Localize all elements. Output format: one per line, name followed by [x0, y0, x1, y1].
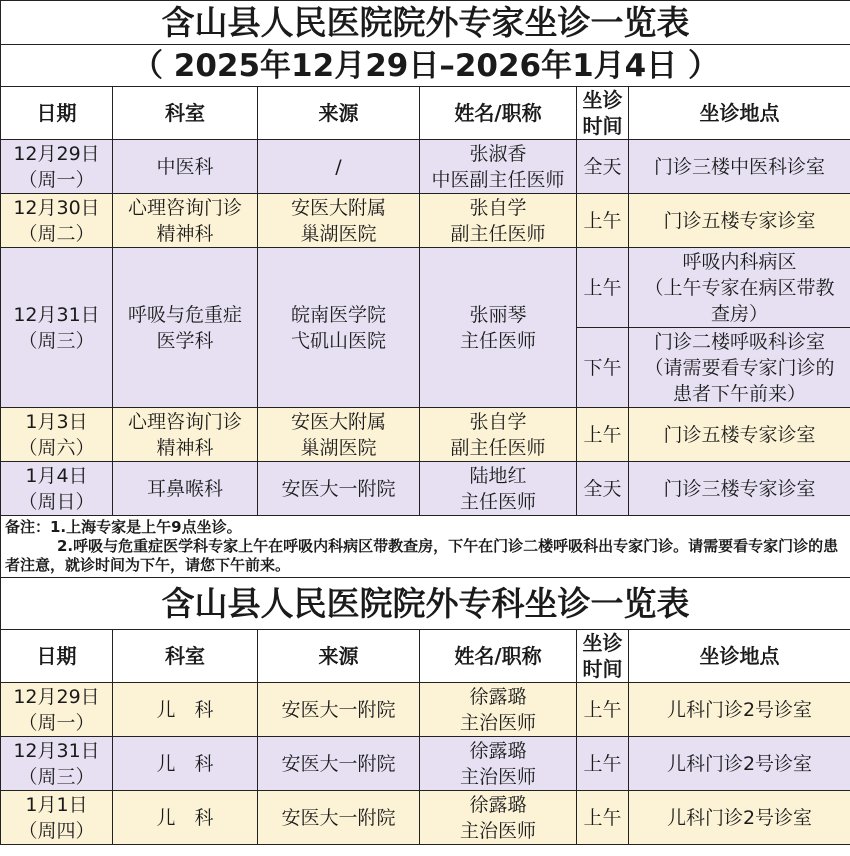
header-dept: 科室	[113, 87, 258, 140]
table-row	[1, 194, 850, 248]
table-row	[1, 683, 850, 737]
table-row	[1, 462, 850, 516]
place-cell: 门诊三楼中医科诊室	[629, 140, 850, 194]
table1-title: 含山县人民医院院外专家坐诊一览表	[1, 1, 850, 45]
dept-cell: 中医科	[113, 140, 258, 194]
header-source: 来源	[258, 87, 420, 140]
dept-cell: 心理咨询门诊 精神科	[113, 408, 258, 462]
header-date: 日期	[1, 630, 113, 683]
date-cell: 12月29日 （周一）	[1, 683, 113, 737]
remark-2: 2.呼吸与危重症医学科专家上午在呼吸内科病区带教查房，下午在门诊二楼呼吸科出专家门诊。请需要看专家门诊的患者注意，就诊时间为下午，请您下午前来。	[5, 537, 839, 574]
place-cell: 门诊五楼专家诊室	[629, 408, 850, 462]
header-source: 来源	[258, 630, 420, 683]
date-cell: 12月29日 （周一）	[1, 140, 113, 194]
time-cell: 上午	[577, 248, 629, 328]
doctor-cell: 徐露璐 主治医师	[420, 791, 577, 845]
remarks	[1, 516, 850, 578]
time-cell: 全天	[577, 462, 629, 516]
doctor-cell: 张自学 副主任医师	[420, 408, 577, 462]
source-cell: 安医大附属 巢湖医院	[258, 408, 420, 462]
table2-title: 含山县人民医院院外专科坐诊一览表	[1, 578, 850, 630]
dept-cell: 耳鼻喉科	[113, 462, 258, 516]
place-cell: 门诊三楼专家诊室	[629, 462, 850, 516]
dept-cell: 心理咨询门诊 精神科	[113, 194, 258, 248]
remark-1: 备注：1.上海专家是上午9点坐诊。	[5, 518, 242, 536]
place-cell: 门诊五楼专家诊室	[629, 194, 850, 248]
source-cell: 安医大一附院	[258, 791, 420, 845]
source-cell: 安医大附属 巢湖医院	[258, 194, 420, 248]
dept-cell: 呼吸与危重症 医学科	[113, 248, 258, 408]
table-row	[1, 737, 850, 791]
time-cell: 上午	[577, 683, 629, 737]
dept-cell: 儿 科	[113, 791, 258, 845]
table-row	[1, 408, 850, 462]
table-row	[1, 248, 850, 328]
date-cell: 1月3日 （周六）	[1, 408, 113, 462]
doctor-cell: 张自学 副主任医师	[420, 194, 577, 248]
source-cell: 安医大一附院	[258, 462, 420, 516]
doctor-cell: 张丽琴 主任医师	[420, 248, 577, 408]
source-cell: 安医大一附院	[258, 737, 420, 791]
place-cell: 呼吸内科病区 （上午专家在病区带教 查房）	[629, 248, 850, 328]
time-cell: 上午	[577, 791, 629, 845]
table-row	[1, 140, 850, 194]
source-cell: /	[258, 140, 420, 194]
place-cell: 儿科门诊2号诊室	[629, 683, 850, 737]
table-row	[1, 791, 850, 845]
doctor-cell: 张淑香 中医副主任医师	[420, 140, 577, 194]
source-cell: 安医大一附院	[258, 683, 420, 737]
doctor-cell: 徐露璐 主治医师	[420, 683, 577, 737]
date-cell: 1月4日 （周日）	[1, 462, 113, 516]
doctor-cell: 陆地红 主任医师	[420, 462, 577, 516]
header-name-title: 姓名/职称	[420, 87, 577, 140]
time-cell: 上午	[577, 737, 629, 791]
date-cell: 1月1日 （周四）	[1, 791, 113, 845]
doctor-cell: 徐露璐 主治医师	[420, 737, 577, 791]
date-cell: 12月30日 （周二）	[1, 194, 113, 248]
place-cell: 门诊二楼呼吸科诊室 （请需要看专家门诊的 患者下午前来）	[629, 328, 850, 408]
place-cell: 儿科门诊2号诊室	[629, 791, 850, 845]
date-cell: 12月31日 （周三）	[1, 737, 113, 791]
dept-cell: 儿 科	[113, 737, 258, 791]
header-name-title: 姓名/职称	[420, 630, 577, 683]
time-cell: 上午	[577, 194, 629, 248]
header-time: 坐诊 时间	[577, 630, 629, 683]
header-dept: 科室	[113, 630, 258, 683]
time-cell: 下午	[577, 328, 629, 408]
header-date: 日期	[1, 87, 113, 140]
table1-date-range: （ 2025年12月29日–2026年1月4日 ）	[1, 45, 850, 87]
header-place: 坐诊地点	[629, 630, 850, 683]
place-cell: 儿科门诊2号诊室	[629, 737, 850, 791]
source-cell: 皖南医学院 弋矶山医院	[258, 248, 420, 408]
header-time: 坐诊 时间	[577, 87, 629, 140]
header-place: 坐诊地点	[629, 87, 850, 140]
dept-cell: 儿 科	[113, 683, 258, 737]
date-cell: 12月31日 （周三）	[1, 248, 113, 408]
time-cell: 全天	[577, 140, 629, 194]
time-cell: 上午	[577, 408, 629, 462]
